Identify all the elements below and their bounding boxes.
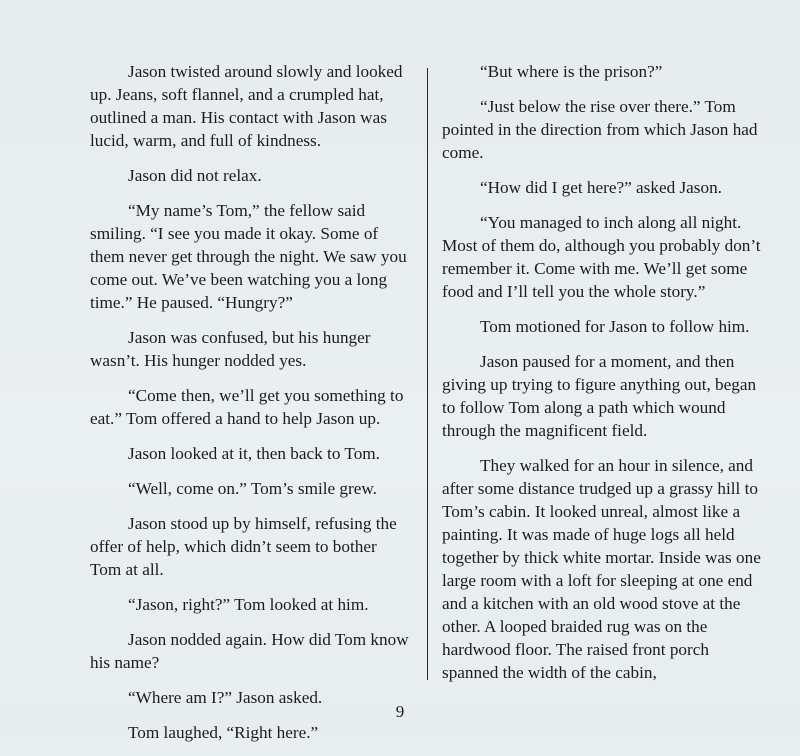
right-text-column [442, 60, 762, 696]
paragraph: Jason twisted around slowly and looked up. Jeans, soft flannel, and a crumpled hat, outlined a man. His contact with Jason was lucid, warm, and full of kindness. [90, 62, 403, 150]
paragraph: Jason stood up by himself, refusing the offer of help, which didn’t seem to bother Tom at all. [90, 514, 397, 579]
paragraph: “Jason, right?” Tom looked at him. [128, 595, 369, 614]
paragraph: Jason nodded again. How did Tom know his name? [90, 630, 409, 672]
paragraph: Tom laughed, “Right here.” [128, 723, 319, 742]
paragraph: “You managed to inch along all night. Most of them do, although you probably don’t remember it. Come with me. We’ll get some food and I’ll tell you the whole story.” [442, 213, 761, 301]
column-divider [427, 68, 428, 680]
paragraph: “How did I get here?” asked Jason. [480, 178, 722, 197]
paragraph: Jason was confused, but his hunger wasn’t. His hunger nodded yes. [90, 328, 371, 370]
paragraph: Jason paused for a moment, and then giving up trying to figure anything out, began to follow Tom along a path which wound through the magnificent field. [442, 352, 757, 440]
left-text-column [90, 60, 410, 756]
paragraph: “My name’s Tom,” the fellow said smiling. “I see you made it okay. Some of them never get through the night. We saw you come out. We’ve been watching you a long time.” He paused. “Hungry?” [90, 201, 407, 312]
paragraph: “Where am I?” Jason asked. [128, 688, 323, 707]
paragraph: “Come then, we’ll get you something to eat.” Tom offered a hand to help Jason up. [90, 386, 404, 428]
paragraph: Jason did not relax. [128, 166, 262, 185]
paragraph: They walked for an hour in silence, and after some distance trudged up a grassy hill to Tom’s cabin. It looked unreal, almost like a painting. It was made of huge logs all held together by thick white mortar. Inside was one large room with a loft for sleeping at one end and a kitchen with an old wood stove at the other. A looped braided rug was on the hardwood floor. The raised front porch spanned the width of the cabin, [442, 456, 761, 682]
paragraph: “Just below the rise over there.” Tom pointed in the direction from which Jason had come. [442, 97, 758, 162]
paragraph: “But where is the prison?” [480, 62, 663, 81]
paragraph: Jason looked at it, then back to Tom. [128, 444, 380, 463]
paragraph: Tom motioned for Jason to follow him. [480, 317, 750, 336]
page-number: 9 [395, 702, 405, 721]
paragraph: “Well, come on.” Tom’s smile grew. [128, 479, 377, 498]
